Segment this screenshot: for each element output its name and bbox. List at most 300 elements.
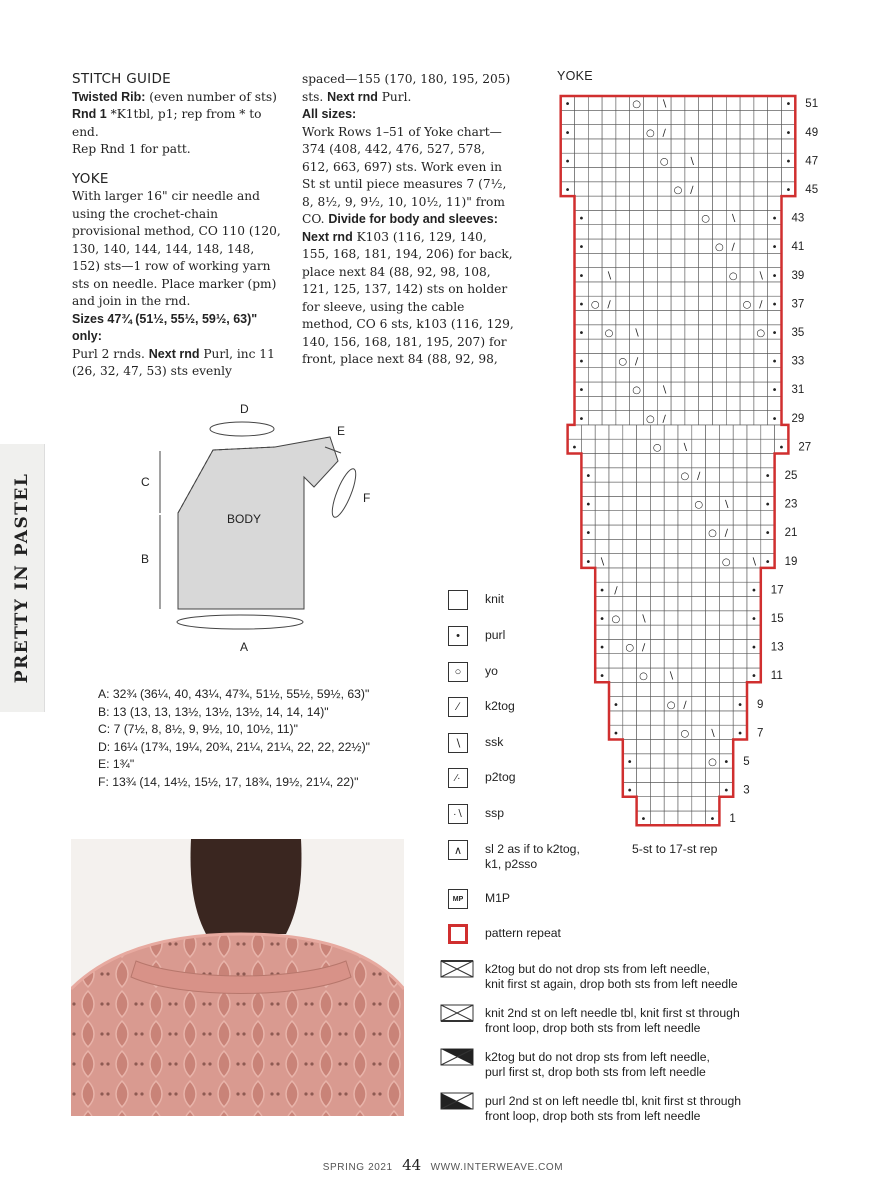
- chart-cell: [644, 196, 658, 210]
- chart-cell: [671, 339, 685, 353]
- chart-cell: [588, 311, 602, 325]
- chart-cell: [726, 296, 740, 310]
- chart-cell: [657, 225, 671, 239]
- chart-cell: [630, 339, 644, 353]
- label-c: C: [141, 475, 150, 489]
- chart-cell: [692, 754, 706, 768]
- chart-cell: [685, 253, 699, 267]
- chart-cell: [678, 768, 692, 782]
- chart-cell: [719, 597, 733, 611]
- chart-cell: [588, 325, 602, 339]
- chart-cell: [754, 396, 768, 410]
- chart-cell: [692, 725, 706, 739]
- chart-cell: [575, 396, 589, 410]
- chart-cell: [706, 668, 720, 682]
- chart-cell: [623, 525, 637, 539]
- chart-cell: [630, 268, 644, 282]
- chart-cell: [719, 425, 733, 439]
- chart-cell: [733, 554, 747, 568]
- chart-cell: [588, 125, 602, 139]
- chart-cell: [726, 168, 740, 182]
- chart-cell: [595, 425, 609, 439]
- chart-cell: [713, 311, 727, 325]
- chart-symbol: ○: [728, 270, 738, 282]
- chart-symbol: ○: [646, 127, 655, 139]
- chart-symbol: •: [750, 671, 757, 683]
- chart-cell: [719, 539, 733, 553]
- chart-symbol: ∖: [757, 270, 764, 282]
- chart-symbol: •: [626, 785, 633, 797]
- chart-cell: [699, 168, 713, 182]
- chart-cell: [637, 625, 651, 639]
- chart-cell: [637, 454, 651, 468]
- chart-cell: [699, 396, 713, 410]
- chart-cell: [733, 682, 747, 696]
- chart-cell: [616, 210, 630, 224]
- chart-cell: [602, 353, 616, 367]
- chart-cell: [602, 210, 616, 224]
- chart-cell: [664, 482, 678, 496]
- chart-cell: [726, 382, 740, 396]
- chart-cell: [768, 396, 782, 410]
- chart-cell: [575, 225, 589, 239]
- label-d: D: [240, 402, 249, 416]
- row-number: 47: [805, 155, 819, 168]
- chart-cell: [719, 625, 733, 639]
- chart-cell: [713, 168, 727, 182]
- chart-symbol: •: [578, 299, 585, 311]
- legend-p2tog: ∕· p2tog: [440, 768, 468, 788]
- chart-cell: [685, 210, 699, 224]
- chart-cell: [588, 339, 602, 353]
- chart-cell: [616, 96, 630, 110]
- row-number: 1: [729, 813, 736, 826]
- row-number: 51: [805, 98, 819, 111]
- chart-cell: [616, 311, 630, 325]
- chart-cell: [678, 496, 692, 510]
- chart-cell: [706, 511, 720, 525]
- chart-cell: [616, 239, 630, 253]
- chart-cell: [678, 754, 692, 768]
- sl2-symbol: ∧: [448, 840, 468, 860]
- body-label: BODY: [227, 512, 262, 526]
- chart-cell: [609, 682, 623, 696]
- chart-cell: [775, 425, 789, 439]
- chart-cell: [644, 325, 658, 339]
- chart-cell: [768, 225, 782, 239]
- chart-cell: [733, 568, 747, 582]
- chart-cell: [575, 168, 589, 182]
- row-number: 5: [743, 755, 750, 768]
- chart-cell: [581, 454, 595, 468]
- chart-cell: [692, 625, 706, 639]
- chart-cell: [685, 296, 699, 310]
- chart-symbol: ○: [611, 613, 621, 625]
- chart-cell: [664, 639, 678, 653]
- chart-cell: [678, 582, 692, 596]
- chart-symbol: ∕: [697, 470, 701, 482]
- chart-cell: [692, 697, 706, 711]
- chart-cell: [664, 468, 678, 482]
- chart-cell: [740, 396, 754, 410]
- chart-cell: [713, 411, 727, 425]
- chart-cell: [713, 382, 727, 396]
- chart-cell: [595, 525, 609, 539]
- measurement-e: E: 1¾": [98, 757, 135, 772]
- chart-cell: [706, 539, 720, 553]
- chart-cell: [637, 425, 651, 439]
- chart-cell: [671, 239, 685, 253]
- chart-cell: [699, 268, 713, 282]
- chart-cell: [637, 654, 651, 668]
- chart-cell: [644, 168, 658, 182]
- chart-cell: [664, 611, 678, 625]
- chart-cell: [740, 153, 754, 167]
- chart-cell: [754, 239, 768, 253]
- chart-symbol: •: [771, 299, 778, 311]
- chart-cell: [588, 282, 602, 296]
- chart-cell: [595, 539, 609, 553]
- chart-cell: [713, 96, 727, 110]
- chart-cell: [616, 153, 630, 167]
- chart-symbol: •: [764, 499, 771, 511]
- chart-cell: [657, 296, 671, 310]
- chart-cell: [678, 454, 692, 468]
- chart-cell: [706, 639, 720, 653]
- chart-cell: [754, 153, 768, 167]
- chart-cell: [609, 597, 623, 611]
- chart-cell: [588, 253, 602, 267]
- chart-cell: [719, 454, 733, 468]
- chart-cell: [685, 196, 699, 210]
- chart-cell: [692, 568, 706, 582]
- chart-cell: [678, 597, 692, 611]
- chart-cell: [782, 168, 796, 182]
- chart-cell: [616, 411, 630, 425]
- chart-cell: [671, 153, 685, 167]
- chart-cell: [602, 153, 616, 167]
- chart-cell: [747, 496, 761, 510]
- chart-cell: [561, 139, 575, 153]
- row-number: 3: [743, 784, 750, 797]
- chart-cell: [657, 239, 671, 253]
- chart-cell: [719, 468, 733, 482]
- chart-cell: [713, 153, 727, 167]
- chart-cell: [630, 182, 644, 196]
- chart-cell: [623, 668, 637, 682]
- chart-symbol: ∕: [662, 413, 666, 425]
- legend-purl: • purl: [440, 626, 468, 646]
- row-number: 13: [770, 641, 784, 654]
- chart-cell: [609, 639, 623, 653]
- chart-cell: [678, 811, 692, 825]
- measurement-c: C: 7 (7½, 8, 8½, 9, 9½, 10, 10½, 11)": [98, 722, 298, 737]
- chart-cell: [650, 797, 664, 811]
- chart-cell: [664, 454, 678, 468]
- chart-cell: [726, 368, 740, 382]
- chart-cell: [616, 296, 630, 310]
- chart-cell: [657, 168, 671, 182]
- chart-cell: [726, 182, 740, 196]
- ssk-symbol: ∖: [448, 733, 468, 753]
- chart-cell: [623, 568, 637, 582]
- chart-cell: [692, 639, 706, 653]
- chart-cell: [650, 711, 664, 725]
- chart-cell: [740, 110, 754, 124]
- chart-cell: [637, 768, 651, 782]
- label-e: E: [337, 424, 346, 438]
- chart-cell: [699, 96, 713, 110]
- chart-cell: [754, 311, 768, 325]
- chart-cell: [678, 425, 692, 439]
- chart-cell: [664, 725, 678, 739]
- chart-cell: [595, 439, 609, 453]
- chart-cell: [650, 625, 664, 639]
- chart-symbol: •: [578, 385, 585, 397]
- row-number: 31: [791, 384, 805, 397]
- chart-cell: [609, 554, 623, 568]
- chart-symbol: •: [564, 184, 571, 196]
- chart-cell: [692, 797, 706, 811]
- chart-cell: [678, 539, 692, 553]
- k2tog-symbol: ∕: [448, 697, 468, 717]
- knit-symbol: [448, 590, 468, 610]
- chart-cell: [768, 168, 782, 182]
- hem-ellipse: [177, 615, 303, 629]
- chart-symbol: •: [764, 528, 771, 540]
- chart-cell: [733, 482, 747, 496]
- chart-cell: [754, 139, 768, 153]
- rep-paragraph: Rep Rnd 1 for patt.: [72, 142, 191, 156]
- yo-symbol: ○: [448, 662, 468, 682]
- chart-cell: [699, 139, 713, 153]
- chart-cell: [768, 182, 782, 196]
- chart-cell: [768, 196, 782, 210]
- chart-cell: [761, 539, 775, 553]
- label-f: F: [363, 491, 371, 505]
- chart-cell: [630, 411, 644, 425]
- chart-cell: [588, 268, 602, 282]
- chart-cell: [692, 768, 706, 782]
- chart-cell: [706, 582, 720, 596]
- chart-cell: [575, 182, 589, 196]
- chart-symbol: •: [771, 270, 778, 282]
- chart-cell: [754, 182, 768, 196]
- chart-symbol: •: [640, 814, 647, 826]
- chart-cell: [623, 625, 637, 639]
- chart-cell: [692, 654, 706, 668]
- chart-cell: [616, 368, 630, 382]
- chart-cell: [733, 439, 747, 453]
- chart-cell: [623, 597, 637, 611]
- chart-cell: [713, 139, 727, 153]
- chart-cell: [650, 725, 664, 739]
- chart-cell: [575, 282, 589, 296]
- chart-cell: [733, 711, 747, 725]
- chart-cell: [637, 582, 651, 596]
- chart-cell: [782, 139, 796, 153]
- chart-cell: [650, 682, 664, 696]
- chart-cell: [623, 740, 637, 754]
- cross-k-icon: [440, 960, 474, 978]
- chart-symbol: •: [750, 642, 757, 654]
- chart-cell: [699, 339, 713, 353]
- chart-symbol: •: [771, 385, 778, 397]
- chart-cell: [685, 110, 699, 124]
- chart-cell: [747, 539, 761, 553]
- chart-cell: [685, 411, 699, 425]
- footer-url: WWW.INTERWEAVE.COM: [430, 1162, 564, 1173]
- measurement-d: D: 16¼ (17¾, 19¼, 20¾, 21¼, 21¼, 22, 22, 22½)": [98, 739, 370, 754]
- chart-cell: [685, 282, 699, 296]
- chart-cell: [609, 496, 623, 510]
- chart-cell: [699, 182, 713, 196]
- chart-cell: [699, 239, 713, 253]
- chart-cell: [706, 625, 720, 639]
- chart-cell: [740, 182, 754, 196]
- chart-cell: [644, 153, 658, 167]
- chart-cell: [623, 654, 637, 668]
- chart-cell: [575, 196, 589, 210]
- chart-cell: [623, 682, 637, 696]
- chart-cell: [664, 511, 678, 525]
- chart-cell: [733, 611, 747, 625]
- chart-cell: [706, 611, 720, 625]
- row-number: 39: [791, 269, 805, 282]
- chart-symbol: ○: [680, 728, 690, 740]
- chart-symbol: •: [709, 814, 716, 826]
- chart-cell: [650, 525, 664, 539]
- chart-cell: [650, 482, 664, 496]
- chart-cell: [650, 597, 664, 611]
- yoke-paragraph: With larger 16" cir needle and using the crochet-chain provisional method, CO 110 (120, 130, 140, 144, 144, 148, 148, 152) sts—1 row of working yarn sts on needle. Place marker (pm) and join in the rnd.: [72, 189, 281, 308]
- chart-cell: [671, 296, 685, 310]
- chart-cell: [692, 597, 706, 611]
- chart-cell: [713, 253, 727, 267]
- chart-symbol: ○: [659, 156, 669, 168]
- chart-cell: [630, 253, 644, 267]
- chart-cell: [616, 268, 630, 282]
- legend-ssp: ·∖ ssp: [440, 804, 468, 824]
- chart-cell: [671, 268, 685, 282]
- chart-cell: [650, 454, 664, 468]
- chart-cell: [699, 125, 713, 139]
- label-b: B: [141, 552, 150, 566]
- chart-cell: [581, 425, 595, 439]
- chart-symbol: ∖: [750, 556, 758, 568]
- chart-cell: [671, 225, 685, 239]
- chart-cell: [692, 454, 706, 468]
- chart-cell: [678, 782, 692, 796]
- chart-symbol: •: [737, 728, 744, 740]
- repeat-label: 5-st to 17-st rep: [632, 842, 718, 856]
- chart-symbol: •: [578, 242, 585, 254]
- chart-cell: [664, 811, 678, 825]
- chart-cell: [637, 482, 651, 496]
- chart-cell: [706, 482, 720, 496]
- chart-cell: [685, 225, 699, 239]
- chart-cell: [602, 139, 616, 153]
- chart-cell: [740, 268, 754, 282]
- chart-cell: [623, 425, 637, 439]
- chart-cell: [713, 110, 727, 124]
- chart-cell: [685, 96, 699, 110]
- chart-cell: [623, 496, 637, 510]
- chart-cell: [740, 196, 754, 210]
- chart-symbol: ○: [604, 327, 614, 339]
- chart-cell: [602, 239, 616, 253]
- row-number: 35: [791, 326, 805, 339]
- chart-cell: [685, 168, 699, 182]
- chart-cell: [575, 125, 589, 139]
- chart-cell: [644, 353, 658, 367]
- chart-cell: [657, 268, 671, 282]
- chart-cell: [685, 325, 699, 339]
- chart-cell: [768, 139, 782, 153]
- legend-k2tog: ∕ k2tog: [440, 697, 468, 717]
- chart-cell: [678, 525, 692, 539]
- chart-cell: [588, 382, 602, 396]
- chart-cell: [726, 325, 740, 339]
- chart-cell: [733, 582, 747, 596]
- chart-cell: [588, 368, 602, 382]
- chart-cell: [657, 368, 671, 382]
- chart-cell: [699, 253, 713, 267]
- chart-cell: [630, 239, 644, 253]
- chart-cell: [644, 382, 658, 396]
- chart-cell: [630, 368, 644, 382]
- chart-cell: [609, 525, 623, 539]
- chart-cell: [754, 282, 768, 296]
- chart-cell: [623, 511, 637, 525]
- chart-cell: [761, 425, 775, 439]
- chart-symbol: •: [585, 499, 592, 511]
- chart-cell: [747, 654, 761, 668]
- chart-cell: [740, 239, 754, 253]
- chart-symbol: •: [599, 585, 606, 597]
- chart-cell: [616, 225, 630, 239]
- chart-cell: [637, 682, 651, 696]
- chart-cell: [706, 654, 720, 668]
- chart-cell: [699, 153, 713, 167]
- chart-symbol: ∕: [662, 127, 666, 139]
- chart-symbol: •: [785, 156, 792, 168]
- chart-cell: [644, 296, 658, 310]
- chart-cell: [644, 282, 658, 296]
- chart-cell: [657, 253, 671, 267]
- legend-cross1: k2tog but do not drop sts from left needle, knit first st again, drop both sts from left needle: [485, 962, 738, 991]
- chart-cell: [685, 139, 699, 153]
- chart-cell: [768, 368, 782, 382]
- chart-cell: [671, 210, 685, 224]
- chart-symbol: ∕: [759, 299, 763, 311]
- chart-cell: [623, 725, 637, 739]
- chart-cell: [602, 253, 616, 267]
- chart-cell: [595, 454, 609, 468]
- chart-cell: [644, 311, 658, 325]
- chart-symbol: •: [750, 585, 757, 597]
- chart-symbol: ∕: [724, 528, 728, 540]
- chart-symbol: ∕: [683, 699, 687, 711]
- legend-cross4: purl 2nd st on left needle tbl, knit first st through front loop, drop both sts from left needle: [485, 1094, 742, 1123]
- chart-cell: [602, 182, 616, 196]
- chart-cell: [671, 110, 685, 124]
- chart-cell: [754, 382, 768, 396]
- chart-cell: [699, 311, 713, 325]
- chart-cell: [588, 168, 602, 182]
- chart-cell: [588, 182, 602, 196]
- neck-ellipse: [210, 422, 274, 436]
